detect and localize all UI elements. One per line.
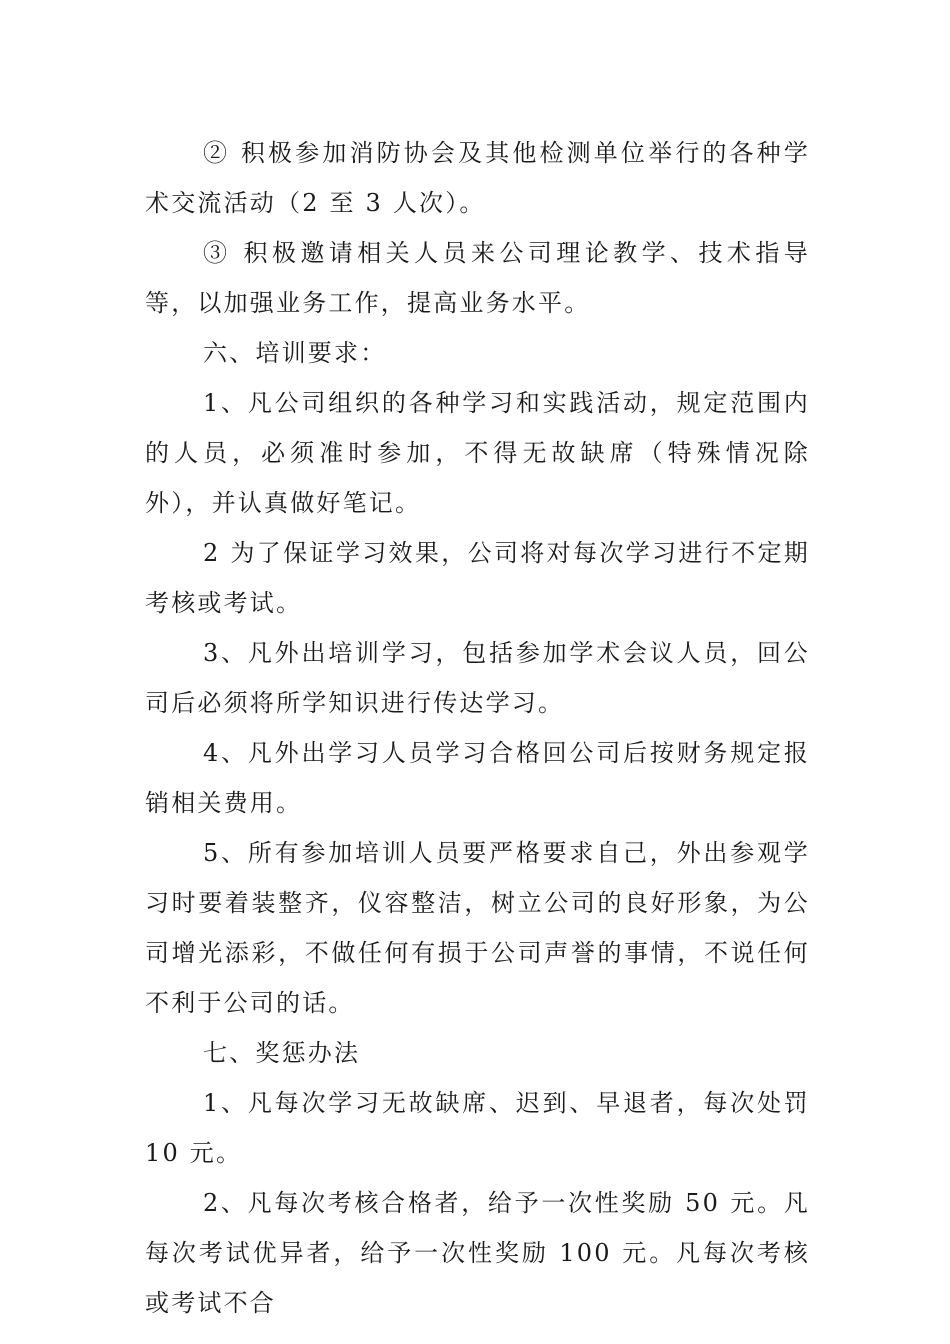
document-body bbox=[145, 128, 810, 1328]
paragraph-requirement-4: 4、凡外出学习人员学习合格回公司后按财务规定报销相关费用。 bbox=[145, 739, 810, 817]
paragraph-requirement-1: 1、凡公司组织的各种学习和实践活动，规定范围内的人员，必须准时参加，不得无故缺席（特殊情况除外），并认真做好笔记。 bbox=[145, 389, 810, 517]
paragraph-reward-rule-2: 2、凡每次考核合格者，给予一次性奖励 50 元。凡每次考试优异者，给予一次性奖励 100 元。凡每次考核或考试不合 bbox=[145, 1189, 810, 1317]
paragraph-requirement-2: 2 为了保证学习效果，公司将对每次学习进行不定期考核或考试。 bbox=[145, 539, 810, 617]
paragraph-item-3-invite-experts: ③ 积极邀请相关人员来公司理论教学、技术指导等，以加强业务工作，提高业务水平。 bbox=[145, 239, 810, 317]
paragraph-reward-rule-1: 1、凡每次学习无故缺席、迟到、早退者，每次处罚 10 元。 bbox=[145, 1089, 810, 1167]
paragraph-requirement-3: 3、凡外出培训学习，包括参加学术会议人员，回公司后必须将所学知识进行传达学习。 bbox=[145, 639, 810, 717]
section-heading-rewards-penalties: 七、奖惩办法 bbox=[203, 1039, 361, 1067]
paragraph-requirement-5: 5、所有参加培训人员要严格要求自己，外出参观学习时要着装整齐，仪容整洁，树立公司的良好形象，为公司增光添彩，不做任何有损于公司声誉的事情，不说任何不利于公司的话。 bbox=[145, 839, 810, 1017]
paragraph-item-2-academic-exchange: ② 积极参加消防协会及其他检测单位举行的各种学术交流活动（2 至 3 人次）。 bbox=[145, 139, 810, 217]
section-heading-training-requirements: 六、培训要求： bbox=[203, 339, 387, 367]
